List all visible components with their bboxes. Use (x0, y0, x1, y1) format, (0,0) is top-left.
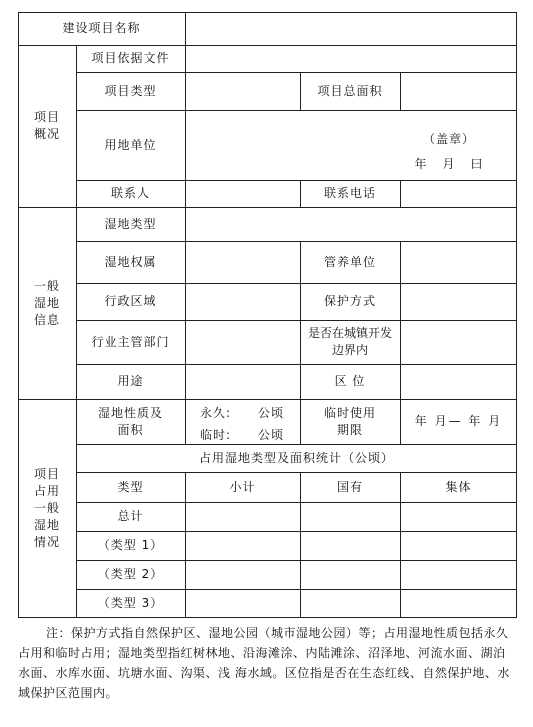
date-text: 年 月 曰 (414, 156, 485, 171)
data-cell[interactable] (300, 531, 400, 560)
rule-line (400, 72, 401, 110)
rule-line (400, 241, 401, 444)
total-area-label: 项目总面积 (317, 83, 383, 98)
col-header-state: 国有 (336, 479, 363, 494)
ownership-label: 湿地权属 (104, 254, 157, 269)
rule-line (516, 12, 517, 618)
protection-label: 保护方式 (323, 294, 376, 308)
general-section-label: 一般 湿地 信息 (33, 278, 60, 327)
rule-line (400, 472, 401, 618)
data-cell[interactable] (400, 502, 517, 531)
contact-label: 联系人 (110, 186, 150, 200)
data-cell[interactable] (400, 589, 517, 618)
footnote: 注：保护方式指自然保护区、湿地公园（城市湿地公园）等；占用湿地性质包括永久占用和临时占用；湿地类型指红树林地、沿海滩涂、内陆滩涂、沼泽地、河流水面、湖泊水面、水库水面、坑塘水面、沟渠、浅 海水域。区位指是否在生态红线、自然保护地、水域保护区范围内。 (18, 626, 510, 700)
authority-field[interactable] (185, 320, 300, 364)
rule-line (76, 444, 517, 445)
admin-region-label: 行政区域 (104, 294, 157, 308)
project-name-label: 建设项目名称 (62, 21, 141, 35)
rule-line (76, 241, 517, 242)
location-field[interactable] (400, 364, 517, 399)
rule-line (18, 399, 517, 400)
rule-line (300, 72, 301, 110)
basis-docs-field[interactable] (185, 45, 517, 72)
row-label-type2: （类型 2） (97, 567, 164, 581)
data-cell[interactable] (300, 502, 400, 531)
basis-docs-label: 项目依据文件 (91, 51, 170, 65)
use-label: 用途 (117, 374, 144, 388)
data-cell[interactable] (185, 531, 300, 560)
rule-line (18, 45, 517, 46)
data-cell[interactable] (300, 560, 400, 589)
location-label: 区 位 (334, 374, 366, 388)
temp-period-label: 临时使用 期限 (323, 405, 376, 437)
wetland-type-label: 湿地类型 (104, 216, 157, 231)
permanent-label: 永久: (200, 405, 232, 420)
rule-line (76, 45, 77, 618)
nature-area-label: 湿地性质及 面积 (97, 405, 163, 437)
wetland-occupation-form-table (18, 12, 517, 618)
row-label-type3: （类型 3） (97, 596, 164, 610)
rule-line (76, 472, 517, 473)
permanent-unit: 公顷 (257, 405, 284, 420)
rule-line (18, 617, 517, 618)
temporary-label: 临时: (200, 427, 232, 442)
rule-line (76, 502, 517, 503)
use-field[interactable] (185, 364, 300, 399)
rule-line (18, 207, 517, 208)
col-header-collective: 集体 (445, 479, 472, 494)
rule-line (76, 180, 517, 181)
col-header-subtotal: 小计 (229, 479, 256, 494)
rule-line (76, 72, 517, 73)
management-unit-label: 管养单位 (323, 254, 376, 269)
protection-field[interactable] (400, 283, 517, 320)
rule-line (300, 472, 301, 618)
data-cell[interactable] (300, 589, 400, 618)
rule-line (300, 180, 301, 207)
contact-field[interactable] (185, 180, 300, 207)
management-unit-field[interactable] (400, 241, 517, 283)
rule-line (76, 283, 517, 284)
rule-line (185, 472, 186, 618)
phone-field[interactable] (400, 180, 517, 207)
rule-line (300, 241, 301, 444)
occupation-section-label: 项目 占用 一般 湿地 情况 (33, 467, 60, 549)
rule-line (76, 589, 517, 590)
rule-line (76, 364, 517, 365)
data-cell[interactable] (400, 531, 517, 560)
col-header-type: 类型 (117, 479, 144, 494)
temp-period-field[interactable]: 年 月— 年 月 (414, 414, 503, 428)
rule-line (76, 110, 517, 111)
data-cell[interactable] (400, 560, 517, 589)
rule-line (76, 320, 517, 321)
admin-region-field[interactable] (185, 283, 300, 320)
data-cell[interactable] (185, 589, 300, 618)
project-name-field[interactable] (185, 12, 517, 45)
within-boundary-field[interactable] (400, 320, 517, 364)
data-cell[interactable] (185, 560, 300, 589)
within-boundary-label: 是否在城镇开发 边界内 (307, 326, 392, 357)
land-unit-label: 用地单位 (104, 137, 157, 152)
rule-line (18, 12, 517, 13)
total-area-field[interactable] (400, 72, 517, 110)
wetland-type-field[interactable] (185, 207, 517, 241)
rule-line (400, 180, 401, 207)
rule-line (18, 12, 19, 618)
rule-line (76, 560, 517, 561)
rule-line (76, 531, 517, 532)
overview-section-label: 项目 概况 (33, 110, 60, 141)
row-label-total: 总计 (117, 509, 144, 523)
row-label-type1: （类型 1） (97, 538, 164, 552)
stats-title: 占用湿地类型及面积统计（公顷） (198, 450, 394, 465)
phone-label: 联系电话 (323, 186, 376, 200)
seal-text: （盖章） (422, 131, 475, 146)
ownership-field[interactable] (185, 241, 300, 283)
project-type-field[interactable] (185, 72, 300, 110)
data-cell[interactable] (185, 502, 300, 531)
project-type-label: 项目类型 (104, 83, 157, 98)
rule-line (185, 12, 186, 444)
authority-label: 行业主管部门 (91, 334, 170, 349)
temporary-unit: 公顷 (257, 427, 284, 442)
